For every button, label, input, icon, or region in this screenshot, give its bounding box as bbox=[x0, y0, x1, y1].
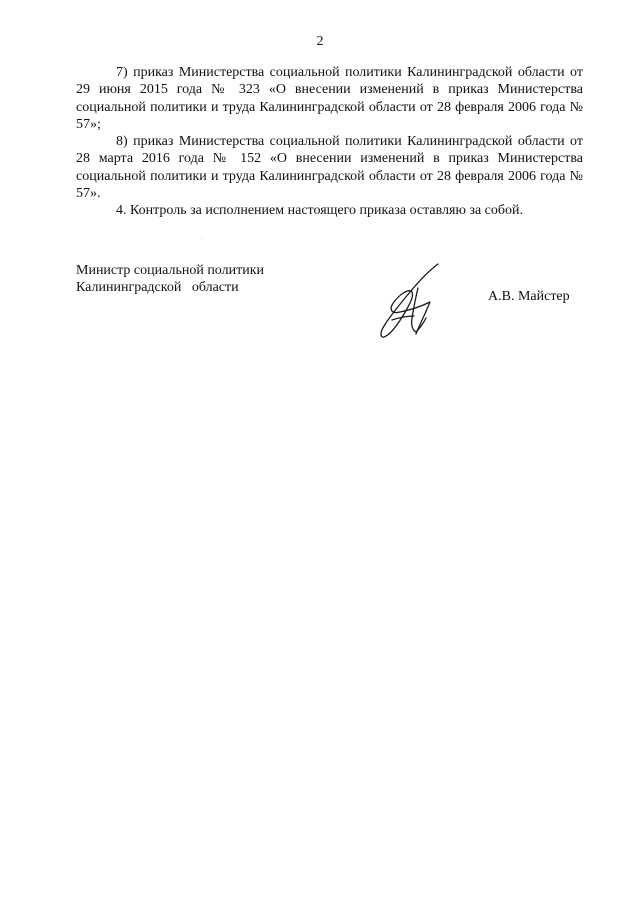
scan-speck bbox=[201, 238, 202, 239]
signer-title-line-2: Калининградской области bbox=[76, 280, 239, 296]
signer-title-line-1: Министр социальной политики bbox=[76, 263, 265, 278]
paragraph-item-8: 8) приказ Министерства социальной политики Калининградской области от 28 марта 2016 года № 152 «О внесении изменений в приказ Министерства социальной политики и труда Калининградской области от 28 февраля 2006 года № 57». bbox=[76, 134, 583, 202]
signer-title bbox=[76, 262, 264, 297]
paragraph-control-clause: 4. Контроль за исполнением настоящего приказа оставляю за собой. bbox=[116, 203, 524, 219]
handwritten-signature bbox=[372, 262, 444, 344]
paragraph-item-7: 7) приказ Министерства социальной политики Калининградской области от 29 июня 2015 года № 323 «О внесении изменений в приказ Министерства социальной политики и труда Калининградской области от 28 февраля 2006 года № 57»; bbox=[76, 65, 583, 132]
signer-name: А.В. Майстер bbox=[488, 289, 570, 304]
document-body bbox=[76, 64, 583, 220]
signature-block bbox=[0, 262, 640, 352]
page-number: 2 bbox=[316, 34, 324, 49]
